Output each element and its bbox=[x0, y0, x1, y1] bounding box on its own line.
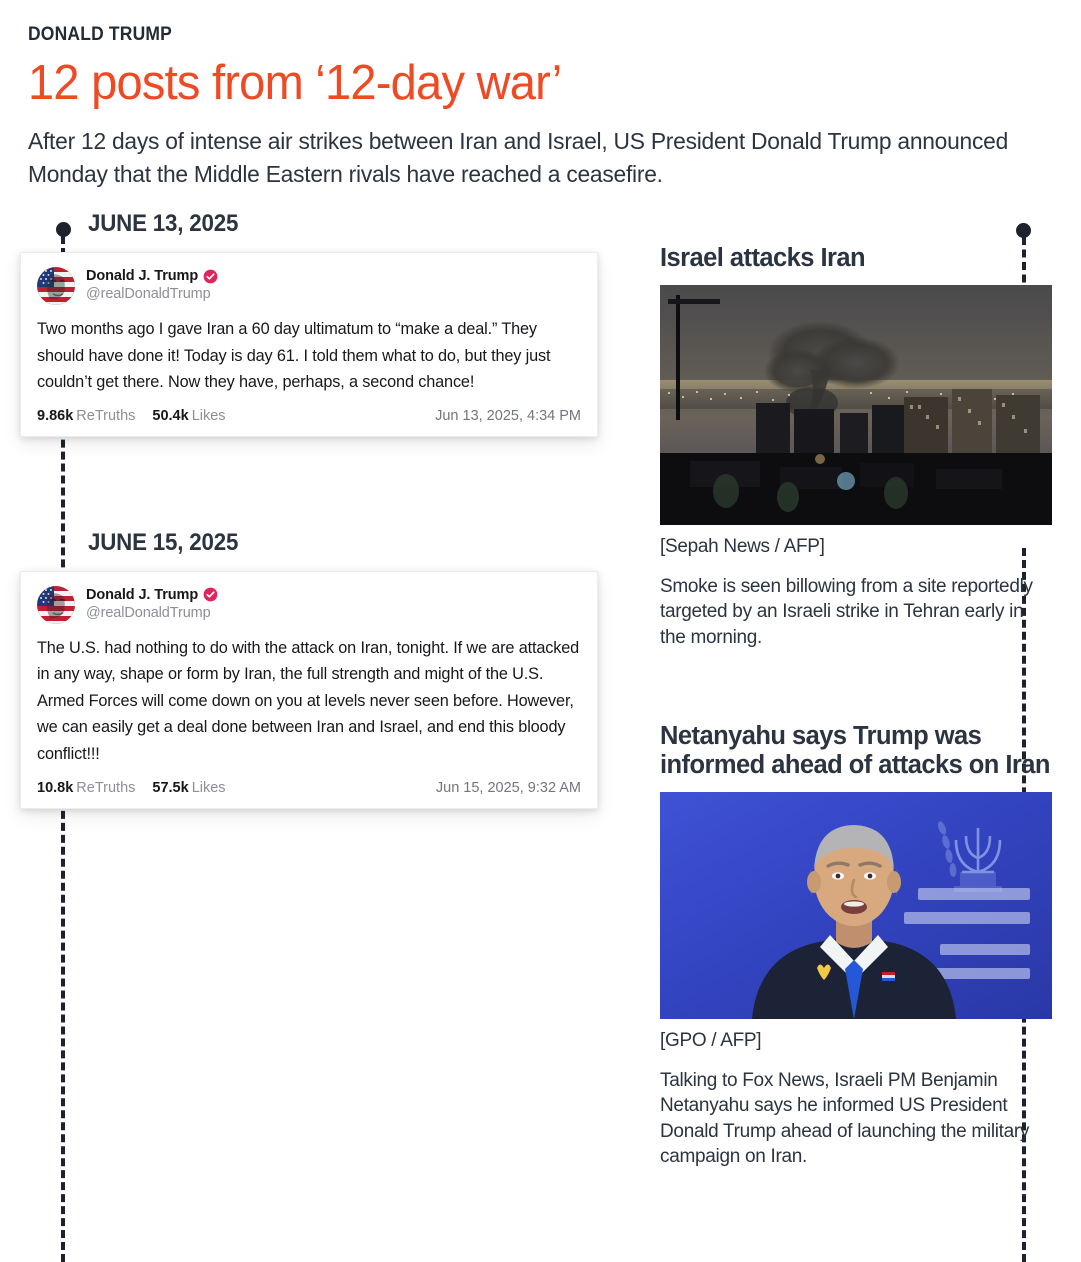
likes-label: Likes bbox=[191, 779, 226, 796]
post-stats-row bbox=[37, 408, 581, 424]
post-identity bbox=[86, 586, 218, 621]
news-headline: Israel attacks Iran bbox=[660, 244, 866, 272]
news-column bbox=[650, 210, 1081, 1169]
retruths-count: 10.8k bbox=[37, 779, 74, 796]
post-card[interactable] bbox=[20, 571, 598, 809]
post-header bbox=[37, 267, 581, 305]
post-body-text: Two months ago I gave Iran a 60 day ultimatum to “make a deal.” They should have done it! Today is day 61. I told them what to do, but they just couldn’t get there. Now they have, perhaps, a second chance! bbox=[37, 320, 551, 392]
news-caption: Talking to Fox News, Israeli PM Benjamin Netanyahu says he informed US President Donald Trump ahead of launching the military campaign on Iran. bbox=[660, 1069, 1030, 1167]
post-author-name: Donald J. Trump bbox=[86, 586, 199, 603]
verified-badge-icon bbox=[203, 587, 218, 602]
retruths-stat bbox=[37, 780, 135, 796]
news-item bbox=[650, 244, 1081, 650]
date-label: JUNE 13, 2025 bbox=[88, 210, 239, 237]
likes-count: 57.5k bbox=[152, 779, 189, 796]
post-identity bbox=[86, 267, 218, 302]
news-item bbox=[650, 722, 1081, 1169]
timeline-main bbox=[0, 210, 1081, 1169]
likes-label: Likes bbox=[191, 407, 226, 424]
netanyahu-podium-blue-backdrop-photo bbox=[660, 792, 1052, 1019]
us-flag-portrait-avatar bbox=[37, 586, 75, 624]
post-stats-row bbox=[37, 780, 581, 796]
likes-stat bbox=[152, 780, 225, 796]
news-photo-credit: [Sepah News / AFP] bbox=[660, 536, 825, 558]
timeline-entry bbox=[0, 529, 650, 809]
verified-badge-icon bbox=[203, 269, 218, 284]
post-author-handle: @realDonaldTrump bbox=[86, 604, 211, 621]
post-timestamp: Jun 15, 2025, 9:32 AM bbox=[435, 779, 581, 796]
page-subtitle: After 12 days of intense air strikes between Iran and Israel, US President Donald Trump announced Monday that the Middle Eastern rivals have reached a ceasefire. bbox=[28, 127, 1009, 188]
retruths-label: ReTruths bbox=[76, 779, 136, 796]
post-author-handle: @realDonaldTrump bbox=[86, 286, 211, 302]
kicker-label: DONALD TRUMP bbox=[28, 24, 172, 45]
post-body-text: The U.S. had nothing to do with the attack on Iran, tonight. If we are attacked in any way, shape or form by Iran, the full strength and might of the U.S. Armed Forces will come down on you at levels never seen before. However, we can easily get a deal done between Iran and Israel, and end this bloody conflict!!! bbox=[37, 638, 580, 763]
night-cityscape-smoke-plume-photo bbox=[660, 285, 1052, 525]
retruths-count: 9.86k bbox=[37, 407, 74, 424]
news-headline: Netanyahu says Trump was informed ahead of attacks on Iran bbox=[660, 721, 1050, 779]
likes-count: 50.4k bbox=[152, 407, 189, 424]
timeline-entry bbox=[0, 210, 650, 437]
retruths-stat bbox=[37, 408, 135, 424]
us-flag-portrait-avatar bbox=[37, 267, 75, 305]
date-label: JUNE 15, 2025 bbox=[88, 528, 239, 556]
news-caption: Smoke is seen billowing from a site reportedly targeted by an Israeli strike in Tehran early in the morning. bbox=[660, 576, 1033, 648]
post-timestamp: Jun 13, 2025, 4:34 PM bbox=[435, 407, 581, 424]
page-title: 12 posts from ‘12-day war’ bbox=[28, 56, 562, 110]
retruths-label: ReTruths bbox=[76, 407, 136, 424]
post-author-name: Donald J. Trump bbox=[86, 268, 199, 284]
posts-column bbox=[0, 210, 650, 1169]
page-header bbox=[0, 0, 1081, 192]
news-photo-credit: [GPO / AFP] bbox=[660, 1029, 762, 1051]
likes-stat bbox=[152, 408, 225, 424]
post-card[interactable] bbox=[20, 252, 598, 437]
post-header bbox=[37, 586, 581, 624]
